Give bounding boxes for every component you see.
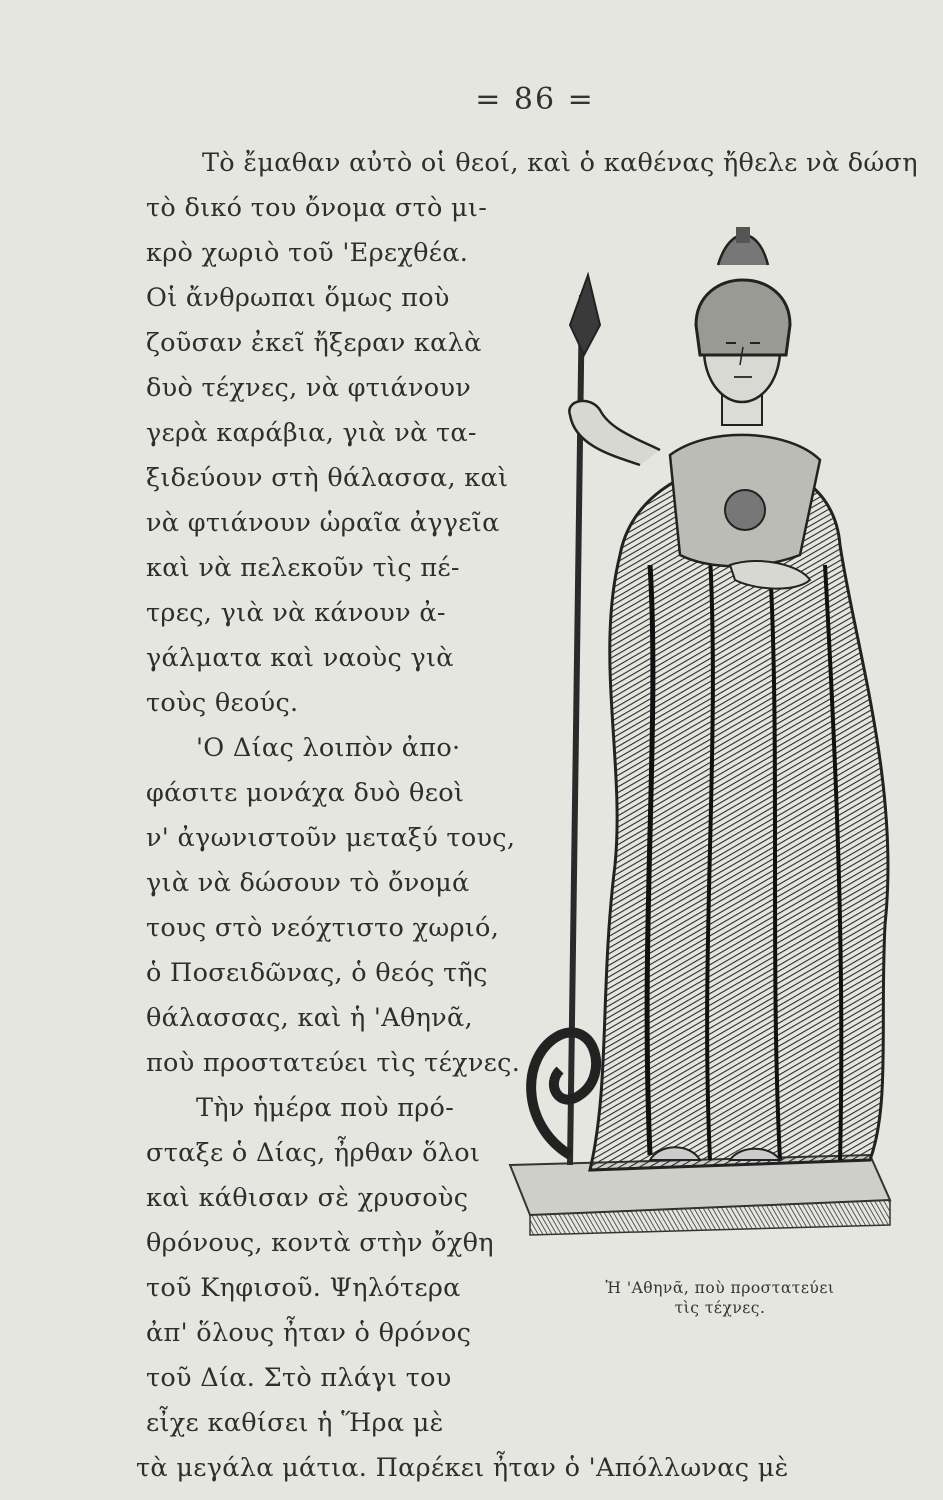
text-line: τὰ μεγάλα μάτια. Παρέκει ἦταν ὁ 'Απόλλωνας μὲ: [136, 1453, 789, 1483]
text-line: γιὰ νὰ δώσουν τὸ ὄνομά: [146, 868, 470, 898]
statue-engraving: [500, 225, 910, 1265]
text-line: θάλασσας, καὶ ἡ 'Αθηνᾶ,: [146, 1003, 473, 1033]
text-line: νὰ φτιάνουν ὡραῖα ἀγγεῖα: [146, 508, 500, 538]
page-number: = 86 =: [475, 82, 595, 117]
caption-line-2: τὶς τέχνες.: [674, 1299, 766, 1317]
text-line: τους στὸ νεόχτιστο χωριό,: [146, 913, 500, 943]
caption-line-1: Ἡ 'Αθηνᾶ, ποὺ προστατεύει: [605, 1279, 835, 1297]
text-line: γερὰ καράβια, γιὰ νὰ τα-: [146, 418, 477, 448]
text-line: καὶ νὰ πελεκοῦν τὶς πέ-: [146, 553, 460, 583]
text-line: σταξε ὁ Δίας, ἦρθαν ὅλοι: [146, 1138, 481, 1168]
athena-statue-illustration: [500, 225, 910, 1265]
text-line: κρὸ χωριὸ τοῦ 'Ερεχθέα.: [146, 238, 469, 268]
text-line: τὸ δικό του ὄνομα στὸ μι-: [146, 193, 488, 223]
text-line: Οἱ ἄνθρωπαι ὅμως ποὺ: [146, 283, 450, 313]
text-line: δυὸ τέχνες, νὰ φτιάνουν: [146, 373, 472, 403]
text-line: ὁ Ποσειδῶνας, ὁ θεός τῆς: [146, 958, 488, 988]
text-line: γάλματα καὶ ναοὺς γιὰ: [146, 643, 454, 673]
text-line: Τὸ ἔμαθαν αὐτὸ οἱ θεοί, καὶ ὁ καθένας ἤθελε νὰ δώση: [202, 148, 918, 178]
text-line: εἶχε καθίσει ἡ Ἥρα μὲ: [146, 1408, 444, 1438]
text-line: τοῦ Κηφισοῦ. Ψηλότερα: [146, 1273, 461, 1303]
figure-caption: [550, 1278, 890, 1318]
text-line: καὶ κάθισαν σὲ χρυσοὺς: [146, 1183, 469, 1213]
text-line: ἀπ' ὅλους ἦταν ὁ θρόνος: [146, 1318, 472, 1348]
text-line: τοὺς θεούς.: [146, 688, 299, 718]
text-line: ζοῦσαν ἐκεῖ ἤξεραν καλὰ: [146, 328, 482, 358]
text-line: ξιδεύουν στὴ θάλασσα, καὶ: [146, 463, 509, 493]
text-line: ν' ἀγωνιστοῦν μεταξύ τους,: [146, 823, 516, 853]
text-line: Τὴν ἡμέρα ποὺ πρό-: [196, 1093, 455, 1123]
text-line: 'Ο Δίας λοιπὸν ἀπο·: [196, 733, 461, 763]
text-line: τοῦ Δία. Στὸ πλάγι του: [146, 1363, 452, 1393]
text-line: θρόνους, κοντὰ στὴν ὄχθη: [146, 1228, 494, 1258]
text-line: ποὺ προστατεύει τὶς τέχνες.: [146, 1048, 521, 1078]
text-line: τρες, γιὰ νὰ κάνουν ἀ-: [146, 598, 446, 628]
text-line: φάσιτε μονάχα δυὸ θεοὶ: [146, 778, 465, 808]
